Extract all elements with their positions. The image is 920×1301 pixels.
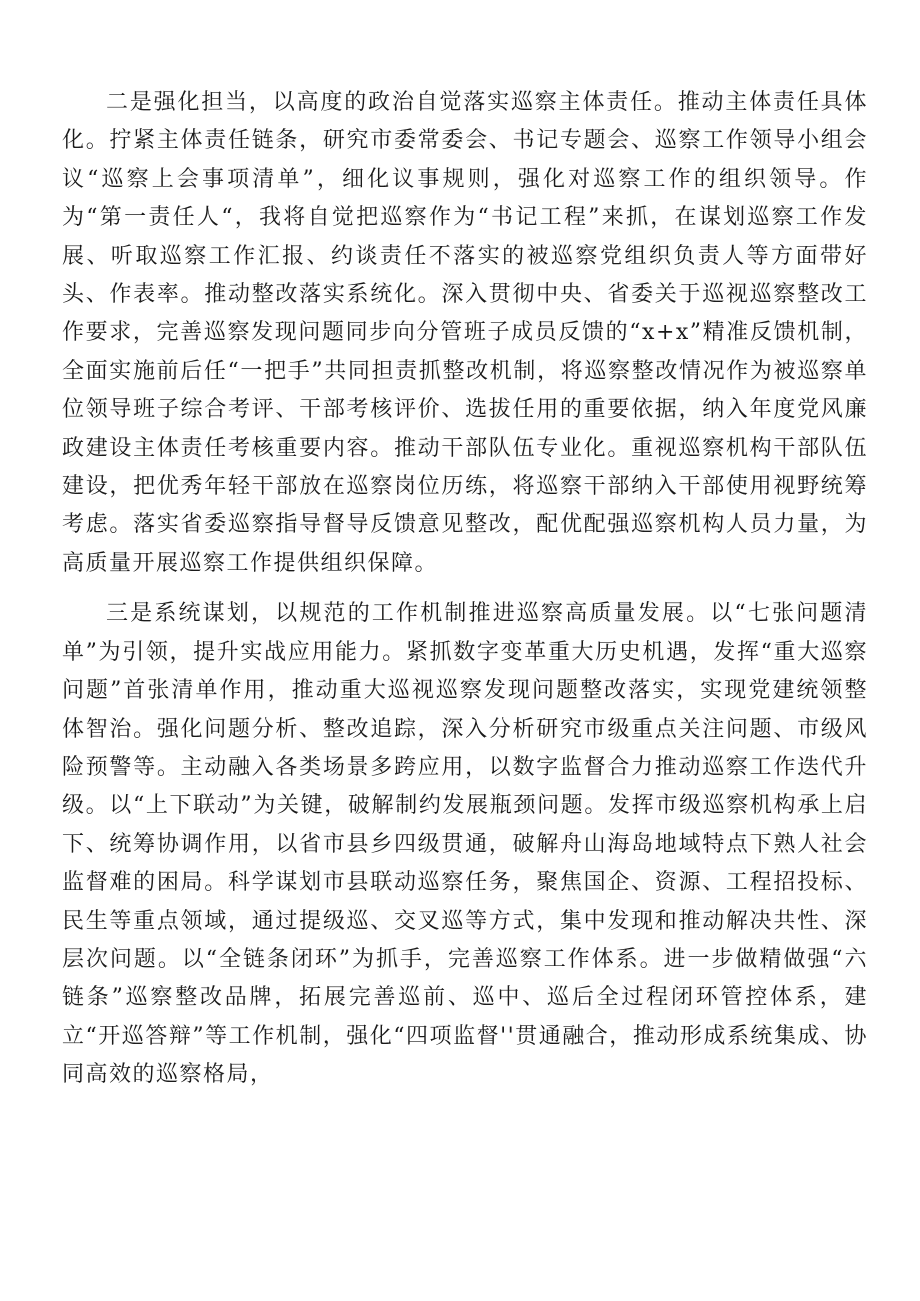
paragraph-responsibility: 二是强化担当，以高度的政治自觉落实巡察主体责任。推动主体责任具体化。拧紧主体责任链条，研究市委常委会、书记专题会、巡察工作领导小组会议“巡察上会事项清单”，细化议事规则，强化对巡察工作的组织领导。作为“第一责任人“，我将自觉把巡察作为“书记工程”来抓，在谋划巡察工作发展、听取巡察工作汇报、约谈责任不落实的被巡察党组织负责人等方面带好头、作表率。推动整改落实系统化。深入贯彻中央、省委关于巡视巡察整改工作要求，完善巡察发现问题同步向分管班子成员反馈的“x+x”精准反馈机制，全面实施前后任“一把手”共同担责抓整改机制，将巡察整改情况作为被巡察单位领导班子综合考评、干部考核评价、选拔任用的重要依据，纳入年度党风廉政建设主体责任考核重要内容。推动干部队伍专业化。重视巡察机构干部队伍建设，把优秀年轻干部放在巡察岗位历练，将巡察干部纳入干部使用视野统筹考虑。落实省委巡察指导督导反馈意见整改，配优配强巡察机构人员力量，为高质量开展巡察工作提供组织保障。 [62, 90, 868, 576]
paragraph-system-planning: 三是系统谋划，以规范的工作机制推进巡察高质量发展。以“七张问题清单”为引领，提升实战应用能力。紧抓数字变革重大历史机遇，发挥“重大巡察问题”首张清单作用，推动重大巡视巡察发现问题整改落实，实现党建统领整体智治。强化问题分析、整改追踪，深入分析研究市级重点关注问题、市级风险预警等。主动融入各类场景多跨应用，以数字监督合力推动巡察工作迭代升级。以“上下联动”为关键，破解制约发展瓶颈问题。发挥市级巡察机构承上启下、统筹协调作用，以省市县乡四级贯通，破解舟山海岛地域特点下熟人社会监督难的困局。科学谋划市县联动巡察任务，聚焦国企、资源、工程招投标、民生等重点领域，通过提级巡、交叉巡等方式，集中发现和推动解决共性、深层次问题。以“全链条闭环”为抓手，完善巡察工作体系。进一步做精做强“六链条”巡察整改品牌，拓展完善巡前、巡中、巡后全过程闭环管控体系，建立“开巡答辩”等工作机制，强化“四项监督''贯通融合，推动形成系统集成、协同高效的巡察格局， [62, 601, 868, 1088]
